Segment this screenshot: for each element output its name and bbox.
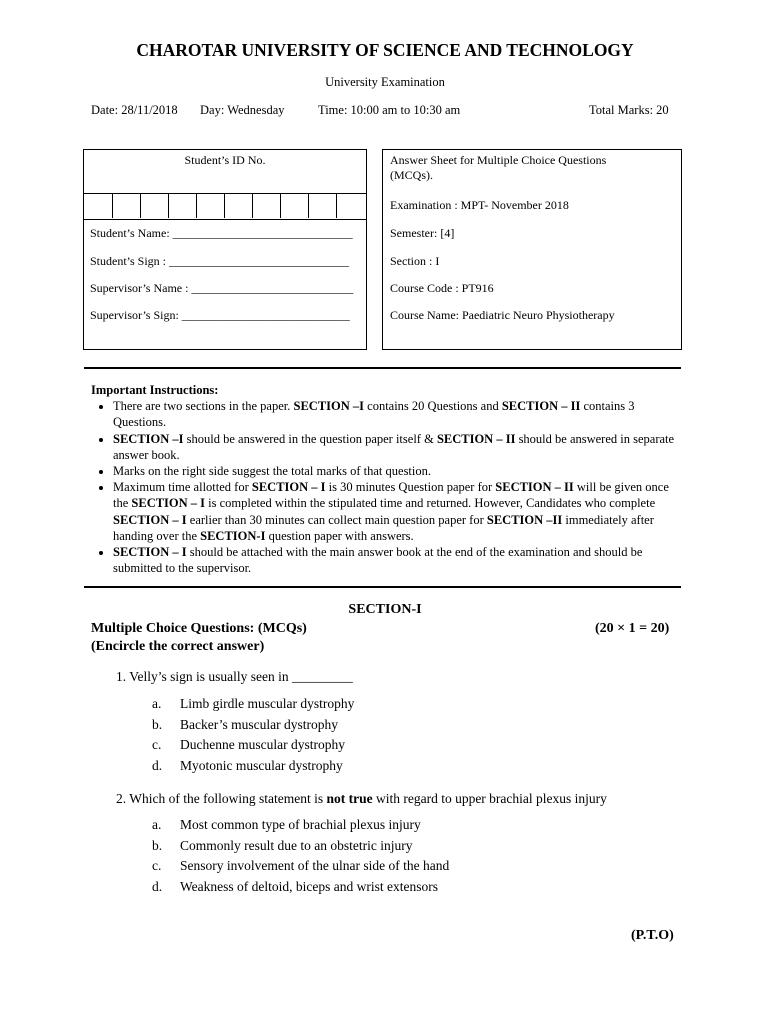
course-code-label: Course Code : PT916 [390, 281, 494, 295]
examination-label: Examination : MPT- November 2018 [390, 198, 569, 212]
option-b[interactable]: b. Commonly result due to an obstetric injury [152, 837, 413, 853]
id-digit-cell[interactable] [197, 193, 225, 218]
question-1-options [152, 694, 354, 776]
pto-label: (P.T.O) [631, 928, 674, 943]
student-name-field[interactable]: Student’s Name: ______________________________ [90, 226, 353, 240]
id-digit-cell[interactable] [141, 193, 169, 218]
question-1-text: 1. Velly’s sign is usually seen in _________ [116, 669, 353, 684]
answer-sheet-subtitle: (MCQs). [390, 168, 434, 182]
option-c[interactable]: c. Sensory involvement of the ulnar side of the hand [152, 858, 450, 874]
question-2-text: 2. Which of the following statement is not true with regard to upper brachial plexus injury [116, 791, 607, 806]
id-digit-cell[interactable] [337, 193, 365, 218]
option-d[interactable]: d. Myotonic muscular dystrophy [152, 757, 343, 773]
student-id-grid[interactable] [85, 193, 365, 218]
id-digit-cell[interactable] [113, 193, 141, 218]
exam-day: Day: Wednesday [200, 103, 285, 117]
instruction-item: • SECTION –I should be answered in the question paper itself & SECTION – II should be answered in separate answer book. [113, 431, 681, 463]
supervisor-name-field[interactable]: Supervisor’s Name : ___________________________ [90, 281, 354, 295]
section-title: SECTION-I [348, 602, 422, 617]
option-a[interactable]: a. Most common type of brachial plexus injury [152, 817, 421, 832]
semester-label: Semester: [4] [390, 226, 455, 240]
instruction-item: • Marks on the right side suggest the total marks of that question. [113, 463, 681, 479]
id-digit-cell[interactable] [169, 193, 197, 218]
student-id-label: Student’s ID No. [184, 153, 266, 167]
option-b[interactable]: b. Backer’s muscular dystrophy [152, 716, 338, 732]
section-marks: (20 × 1 = 20) [595, 621, 670, 636]
option-c[interactable]: c. Duchenne muscular dystrophy [152, 737, 345, 753]
id-digit-cell[interactable] [85, 193, 113, 218]
divider [84, 367, 681, 369]
instruction-item: • SECTION – I should be attached with the main answer book at the end of the examination and should be submitted to the supervisor. [113, 544, 681, 576]
section-label: Section : I [390, 254, 440, 268]
course-name-label: Course Name: Paediatric Neuro Physiotherapy [390, 308, 615, 322]
option-a[interactable]: a. Limb girdle muscular dystrophy [152, 696, 355, 711]
question-2-options [152, 815, 449, 897]
id-digit-cell[interactable] [281, 193, 309, 218]
encircle-instruction: (Encircle the correct answer) [91, 639, 265, 654]
exam-type: University Examination [325, 75, 445, 89]
instruction-item: • There are two sections in the paper. SECTION –I contains 20 Questions and SECTION – II contains 3 Questions. [113, 398, 681, 430]
id-digit-cell[interactable] [253, 193, 281, 218]
university-title: CHAROTAR UNIVERSITY OF SCIENCE AND TECHNOLOGY [136, 40, 634, 60]
instructions-block [91, 382, 681, 576]
student-info-box [83, 149, 367, 350]
exam-time: Time: 10:00 am to 10:30 am [318, 103, 461, 117]
instruction-item: • Maximum time allotted for SECTION – I is 30 minutes Question paper for SECTION – II will be given once the SECTION – I is completed within the stipulated time and returned. However, Candidates who complete SECTION – I earlier than 30 minutes can collect main question paper for SECTION –II immediately after handing over the SECTION-I question paper with answers. [113, 479, 681, 544]
answer-sheet-title: Answer Sheet for Multiple Choice Questions [390, 153, 607, 167]
id-digit-cell[interactable] [309, 193, 337, 218]
instructions-heading: Important Instructions: [91, 383, 219, 397]
divider [84, 586, 681, 588]
option-d[interactable]: d. Weakness of deltoid, biceps and wrist extensors [152, 878, 438, 894]
exam-date: Date: 28/11/2018 [91, 103, 178, 117]
total-marks: Total Marks: 20 [589, 103, 669, 117]
id-digit-cell[interactable] [225, 193, 253, 218]
supervisor-sign-field[interactable]: Supervisor’s Sign: ____________________________ [90, 308, 350, 322]
exam-info-box [382, 149, 682, 350]
mcq-heading: Multiple Choice Questions: (MCQs) [91, 621, 307, 636]
student-sign-field[interactable]: Student’s Sign : ______________________________ [90, 254, 350, 268]
instructions-list [91, 398, 681, 576]
